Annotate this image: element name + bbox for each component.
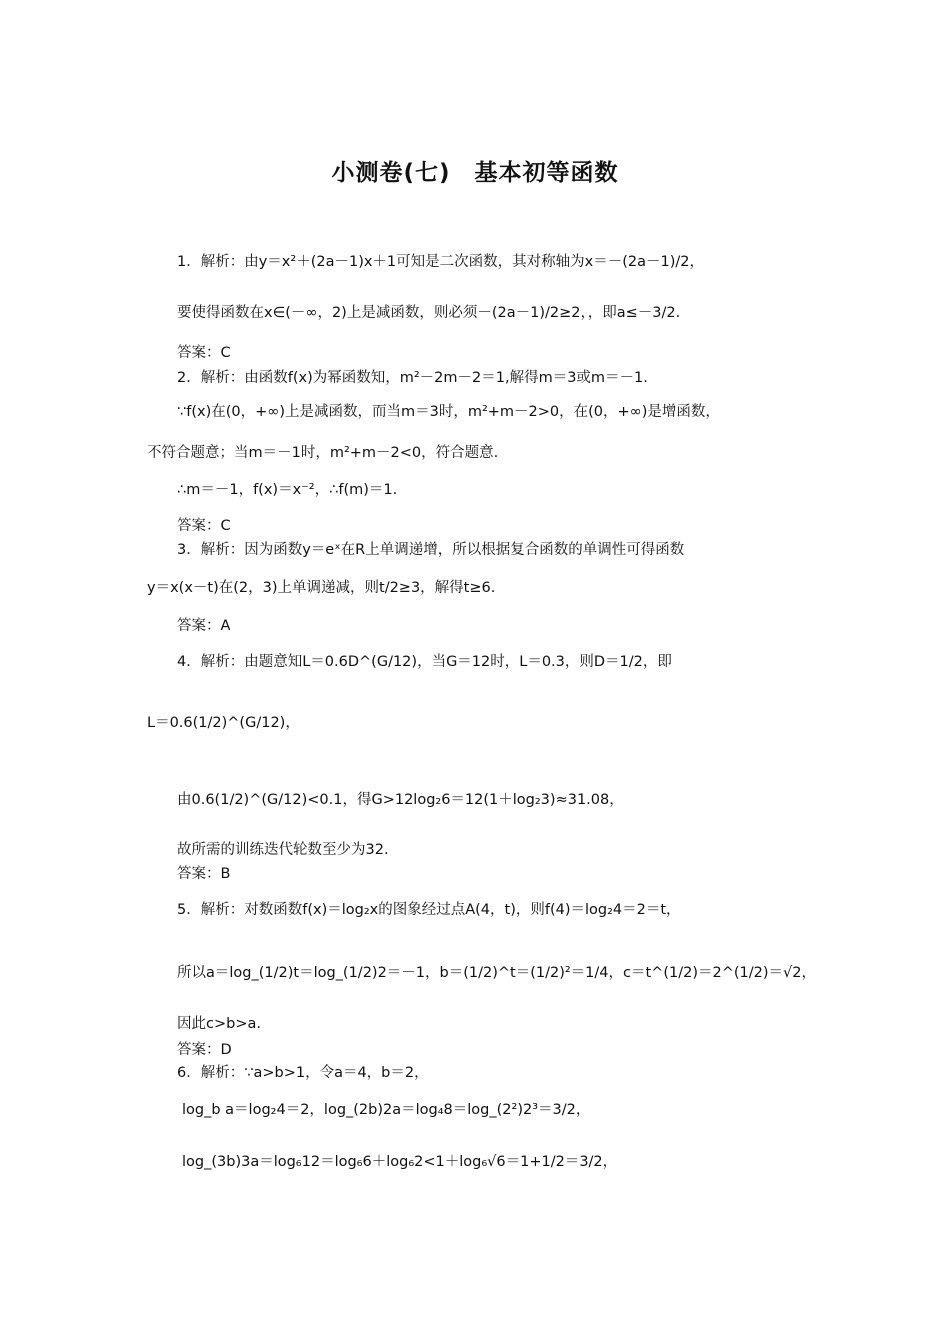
text-line-10: y＝x(x－t)在(2，3)上单调递减，则t/2≥3，解得t≥6. [147,580,496,596]
text-line-9: 3．解析：因为函数y＝eˣ在R上单调递增，所以根据复合函数的单调性可得函数 [177,542,685,558]
text-line-23: log_(3b)3a＝log₆12＝log₆6＋log₆2<1＋log₆√6＝1+1/2＝3/2， [182,1154,618,1170]
text-line-2: 要使得函数在x∈(－∞，2)上是减函数，则必须－(2a－1)/2≥2，，即a≤－3/2. [177,305,681,321]
text-line-5: ∵f(x)在(0，+∞)上是减函数，而当m＝3时，m²+m－2>0，在(0，+∞)是增函数， [177,404,720,420]
text-line-19: 因此c>b>a. [177,1016,261,1032]
text-line-1: 1．解析：由y＝x²＋(2a－1)x＋1可知是二次函数，其对称轴为x＝－(2a－1)/2， [177,254,704,270]
text-line-3: 答案：C [177,345,231,361]
text-line-8: 答案：C [177,518,231,534]
text-line-16: 答案：B [177,866,231,882]
text-line-22: log_b a＝log₂4＝2，log_(2b)2a＝log₄8＝log_(2²)2³＝3/2， [182,1102,591,1118]
text-line-6: 不符合题意；当m＝－1时，m²+m－2<0，符合题意. [147,445,499,461]
text-line-18: 所以a＝log_(1/2)t＝log_(1/2)2＝－1，b＝(1/2)^t＝(1/2)²＝1/4，c＝t^(1/2)＝2^(1/2)＝√2， [177,965,816,981]
text-line-14: 由0.6(1/2)^(G/12)<0.1，得G>12log₂6＝12(1＋log₂3)≈31.08， [177,792,624,808]
text-line-7: ∴m＝－1，f(x)＝x⁻²，∴f(m)＝1. [177,482,398,498]
text-line-13: L＝0.6(1/2)^(G/12)， [147,715,300,731]
text-line-11: 答案：A [177,618,231,634]
text-line-4: 2．解析：由函数f(x)为幂函数知，m²－2m－2＝1,解得m＝3或m＝－1. [177,370,648,386]
text-line-21: 6．解析：∵a>b>1，令a＝4，b＝2， [177,1065,429,1081]
text-line-17: 5．解析：对数函数f(x)＝log₂x的图象经过点A(4，t)，则f(4)＝log₂4＝2＝t， [177,902,681,918]
text-line-20: 答案：D [177,1042,232,1058]
page-title: 小测卷(七) 基本初等函数 [331,160,619,186]
text-line-12: 4．解析：由题意知L＝0.6D^(G/12)，当G＝12时，L＝0.3，则D＝1/2，即 [177,654,672,670]
text-line-15: 故所需的训练迭代轮数至少为32. [177,842,389,858]
